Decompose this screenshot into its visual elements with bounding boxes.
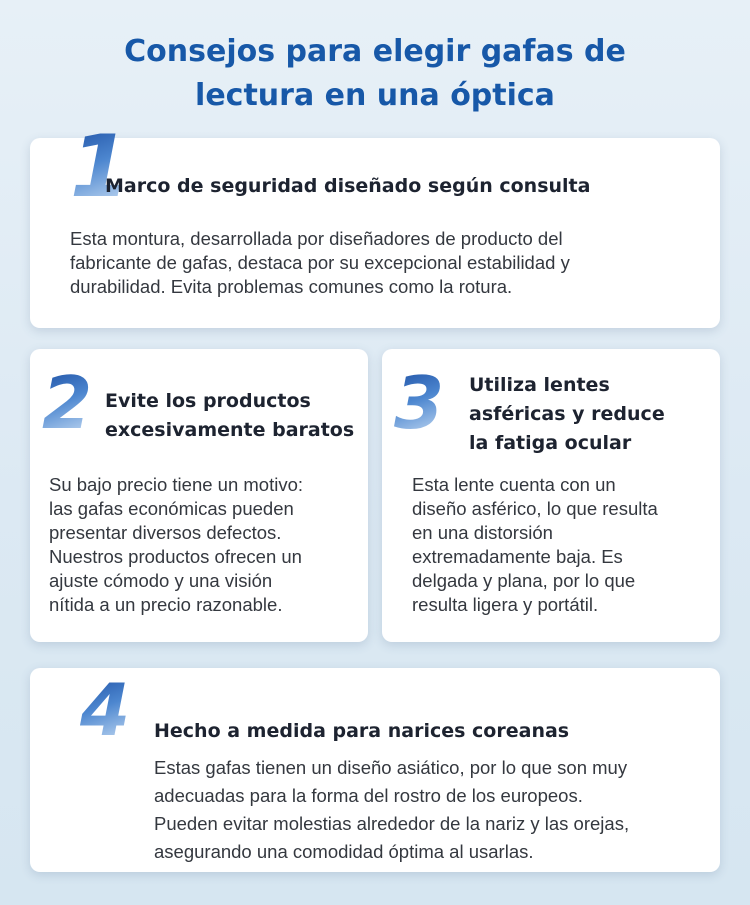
tip-heading-3: Utiliza lentes asféricas y reduce la fatiga ocular — [469, 374, 665, 454]
page-title: Consejos para elegir gafas de lectura en una óptica — [124, 34, 626, 113]
tip-number-4: 4 — [80, 668, 131, 752]
tip-card-1 — [30, 117, 720, 328]
tip-heading-4: Hecho a medida para narices coreanas — [154, 720, 570, 742]
tip-heading-1: Marco de seguridad diseñado según consulta — [105, 175, 591, 197]
tip-card-3 — [382, 349, 720, 642]
tip-heading-2: Evite los productos excesivamente baratos — [105, 390, 355, 441]
tip-text-3: Esta lente cuenta con un diseño asférico, lo que resulta en una distorsión extremadamente baja. Es delgada y plana, por lo que resulta ligera y portátil. — [412, 474, 658, 615]
tip-card-2 — [30, 349, 368, 642]
tip-number-1: 1 — [70, 117, 126, 217]
tip-text-1: Esta montura, desarrollada por diseñadores de producto del fabricante de gafas, destaca por su excepcional estabilidad y durabilidad. Evita problemas comunes como la rotura. — [70, 228, 570, 297]
tip-text-4: Estas gafas tienen un diseño asiático, por lo que son muy adecuadas para la forma del rostro de los europeos. Pueden evitar molestias alrededor de la nariz y las orejas, asegurando una comodidad óptima al usarlas. — [154, 757, 630, 862]
tip-text-2: Su bajo precio tiene un motivo: las gafas económicas pueden presentar diversos defectos. Nuestros productos ofrecen un ajuste cómodo y una visión nítida a un precio razonable. — [49, 474, 304, 615]
tip-number-3: 3 — [394, 361, 445, 445]
tip-number-2: 2 — [42, 361, 93, 445]
tip-card-4 — [30, 668, 720, 872]
